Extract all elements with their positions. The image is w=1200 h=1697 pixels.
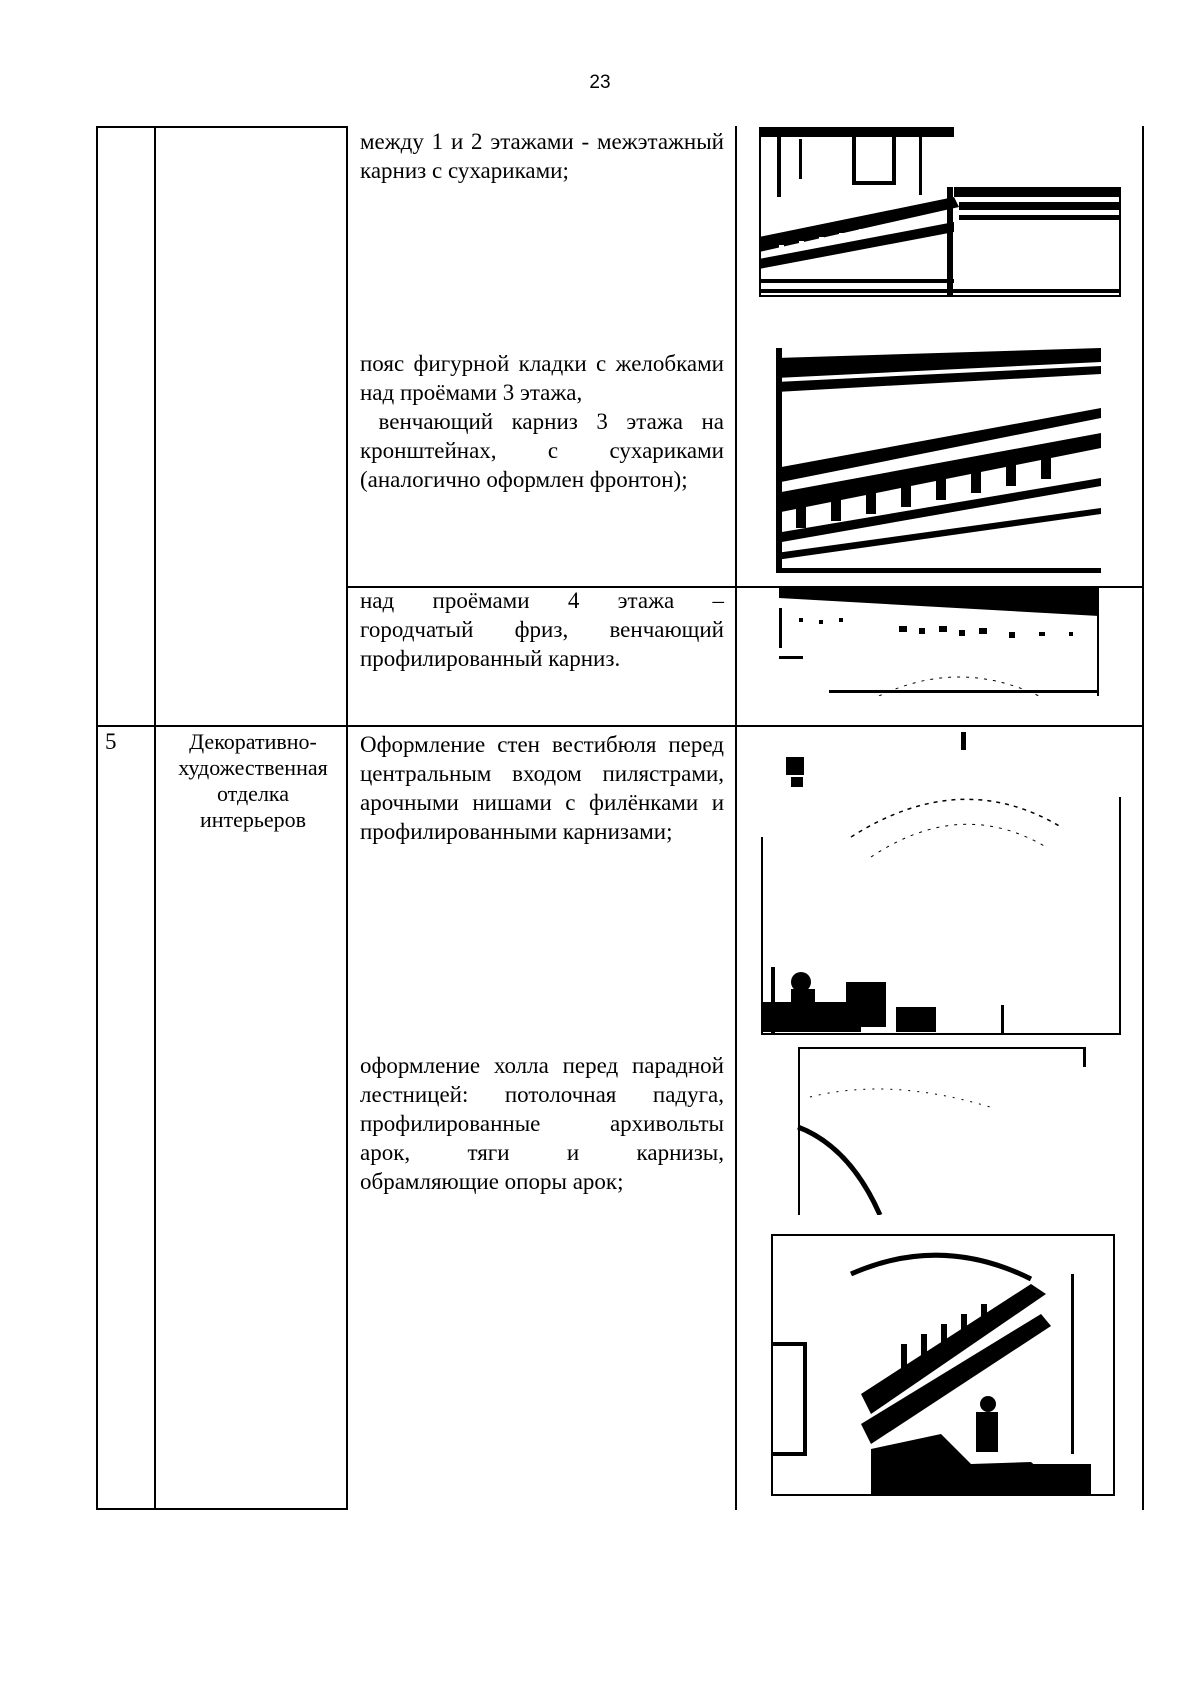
row-category: Декоративно- художественная отделка интерьеров <box>178 729 328 832</box>
table-top-border <box>96 126 346 128</box>
staircase-photo <box>771 1234 1115 1496</box>
page-number: 23 <box>589 72 611 93</box>
col-line-5 <box>1142 126 1144 1510</box>
bracket-cornice-photo <box>776 348 1101 573</box>
description-hall: оформление холла перед парадной лестницей: потолочная падуга, профилированные архивольты арок, тяги и карнизы, обрамляющие опоры арок; <box>360 1053 724 1194</box>
cornice-with-dentils-photo <box>759 127 1121 297</box>
col-line-4 <box>735 126 737 1510</box>
vestibule-photo <box>761 727 1121 1035</box>
table-bottom-border <box>96 1508 348 1510</box>
hall-ceiling-photo <box>790 1047 1086 1215</box>
crenellated-frieze-photo <box>779 588 1099 696</box>
description-vestibule: Оформление стен вестибюля перед центральным входом пилястрами, арочными нишами с филёнками и профилированными карнизами; <box>360 732 724 844</box>
description-cornice: между 1 и 2 этажами - межэтажный карниз с сухариками; <box>360 129 724 183</box>
col-line-1 <box>96 126 98 1510</box>
col-line-2 <box>154 126 156 1510</box>
description-belt-masonry: пояс фигурной кладки с желобками над проёмами 3 этажа, венчающий карниз 3 этажа на кронштейнах, с сухариками (аналогично оформлен фронтон); <box>360 351 724 492</box>
row-number: 5 <box>105 729 117 754</box>
description-frieze: над проёмами 4 этажа – городчатый фриз, венчающий профилированный карниз. <box>360 588 724 671</box>
